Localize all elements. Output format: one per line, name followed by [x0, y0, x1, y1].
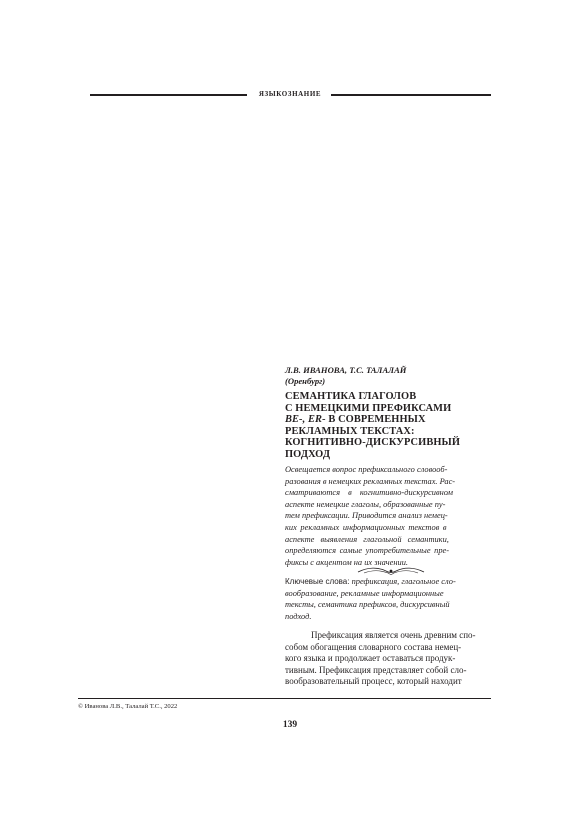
title-prefixes: BE-, ER-: [285, 414, 326, 426]
title-line: СЕМАНТИКА ГЛАГОЛОВ: [285, 391, 417, 402]
article-authors-block: [285, 365, 495, 387]
keywords-text: префиксация, глагольное сло-: [351, 577, 456, 586]
abstract-line: сматриваются в когнитивно-дискурсивном: [285, 488, 453, 498]
abstract-line: Освещается вопрос префиксального словооб-: [285, 465, 448, 474]
abstract-line: определяются самые употребительные пре-: [285, 546, 450, 556]
keywords-line: подход.: [285, 611, 312, 621]
body-line: Префиксация является очень древним спо-: [311, 630, 476, 640]
body-line: кого языка и продолжает оставаться продук-: [285, 653, 456, 664]
abstract-line: аспекте немецкие глаголы, образованные пу-: [285, 499, 446, 509]
keywords-line: тексты, семантика префиксов, дискурсивный: [285, 600, 450, 610]
article-title: [285, 391, 500, 461]
header-rule-right: [331, 94, 491, 96]
abstract-line: фиксы с акцентом на их значении.: [285, 557, 409, 567]
title-line: С НЕМЕЦКИМИ ПРЕФИКСАМИ: [285, 402, 452, 414]
copyright: © Иванова Л.В., Талалай Т.С., 2022: [78, 703, 178, 710]
body-paragraph: [285, 630, 495, 688]
header-rule-left: [90, 94, 247, 96]
page-number: 139: [282, 720, 298, 730]
abstract-line: разования в немецких рекламных текстах. Рас-: [285, 476, 456, 486]
keywords-line: [285, 576, 495, 588]
section-title: ЯЗЫКОЗНАНИЕ: [258, 90, 322, 98]
title-line-rest: В СОВРЕМЕННЫХ: [328, 414, 426, 426]
authors: Л.В. ИВАНОВА, Т.С. ТАЛАЛАЙ: [285, 365, 407, 375]
title-line: ПОДХОД: [285, 448, 331, 460]
title-line: [285, 414, 500, 426]
keywords-label: Ключевые слова:: [285, 577, 350, 586]
keywords-line: вообразование, рекламные информационные: [285, 588, 444, 598]
abstract-line: тем префиксации. Приводится анализ немец-: [285, 511, 448, 521]
abstract-line: ких рекламных информационных текстов в: [285, 522, 447, 532]
footer-rule: [78, 698, 491, 699]
abstract: [285, 464, 495, 568]
title-line: РЕКЛАМНЫХ ТЕКСТАХ:: [285, 425, 415, 437]
abstract-line: аспекте выявления глагольной семантики,: [285, 534, 449, 544]
body-line: тивным. Префиксация представляет собой сло-: [285, 664, 467, 675]
body-line: собом обогащения словарного состава немец-: [285, 641, 462, 652]
affiliation: (Оренбург): [285, 376, 326, 386]
title-line: КОГНИТИВНО-ДИСКУРСИВНЫЙ: [285, 437, 461, 449]
body-line: вообразовательный процесс, который находит: [285, 676, 462, 687]
keywords: [285, 576, 495, 622]
